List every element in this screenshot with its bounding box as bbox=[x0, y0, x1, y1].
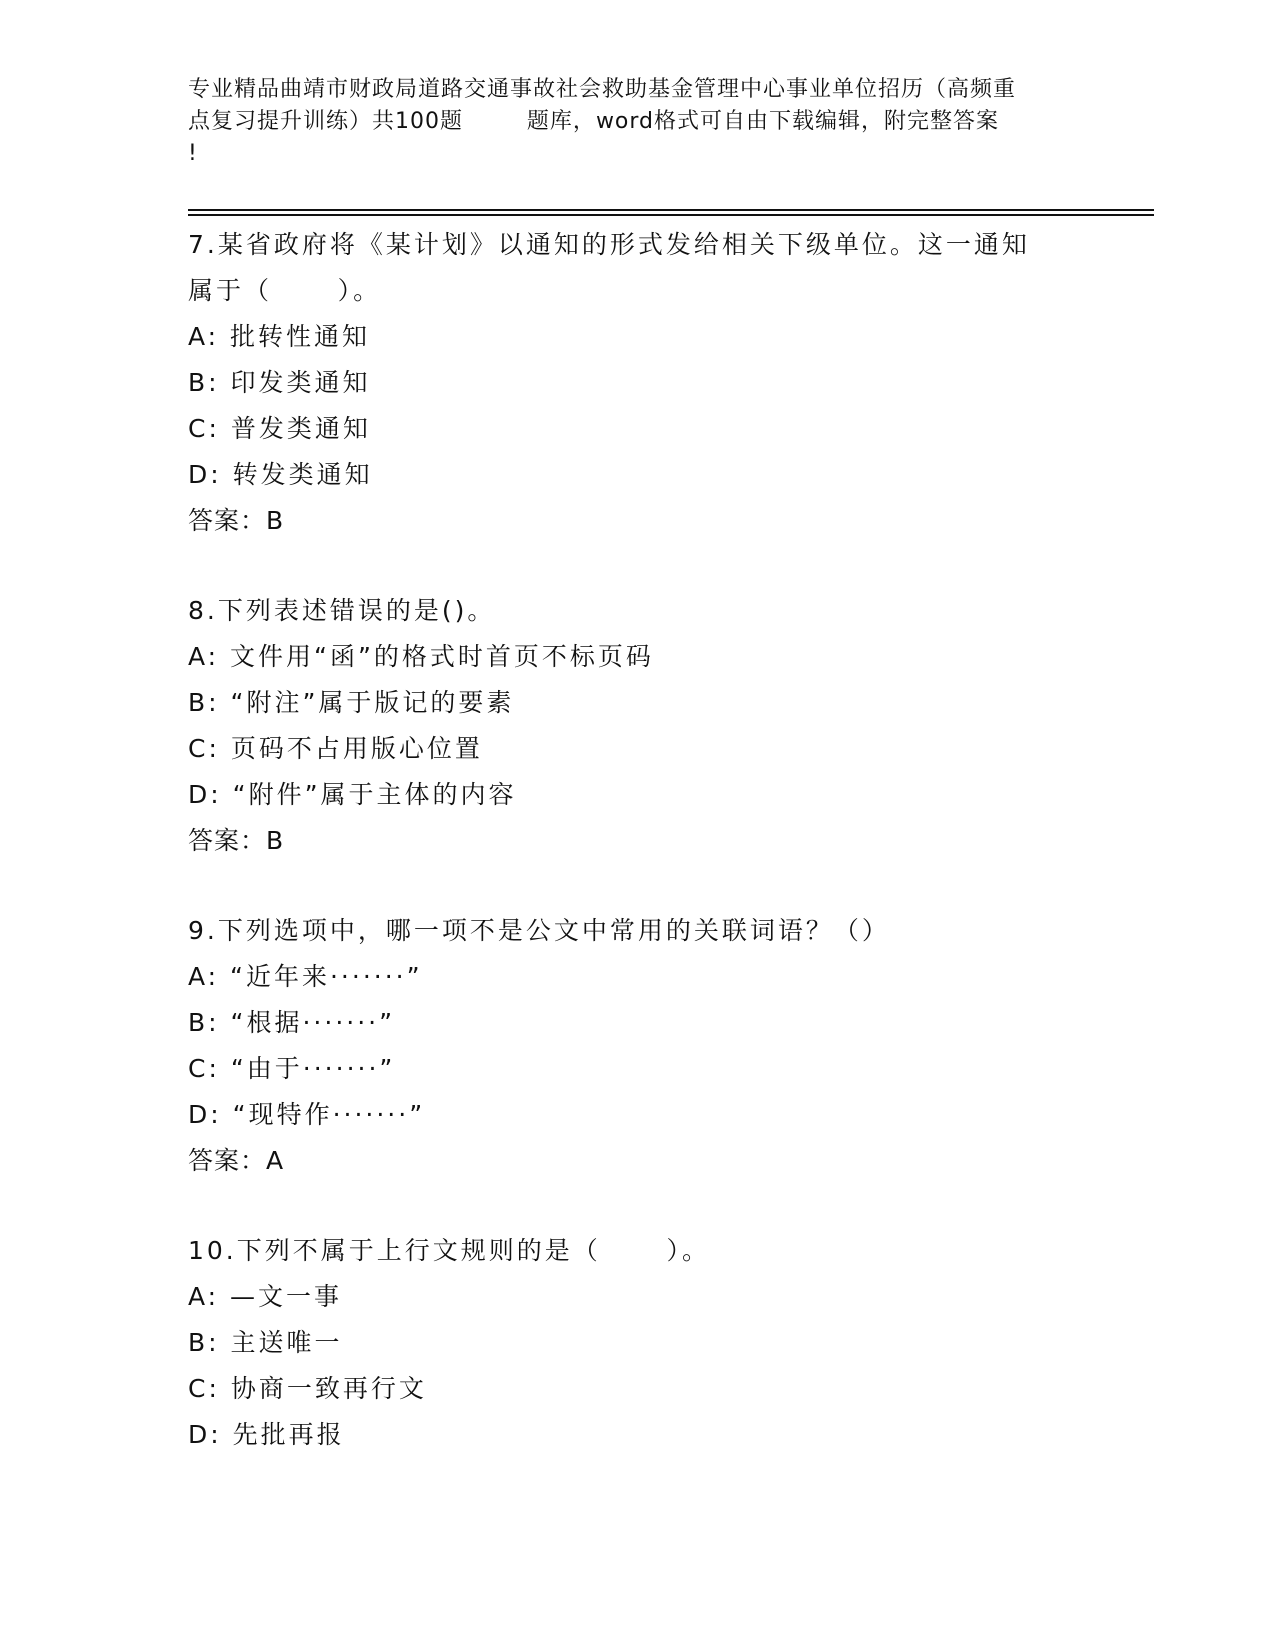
question-gap bbox=[188, 1184, 1088, 1228]
header-line-3: ! bbox=[188, 141, 198, 166]
option-b: B: 主送唯一 bbox=[188, 1328, 343, 1357]
option-b: B: 印发类通知 bbox=[188, 368, 371, 397]
answer: 答案：B bbox=[188, 506, 285, 535]
question-text: 8.下列表述错误的是()。 bbox=[188, 596, 496, 625]
option-a: A: 文件用“函”的格式时首页不标页码 bbox=[188, 642, 654, 671]
option-a: A: “近年来·······” bbox=[188, 962, 423, 991]
answer: 答案：A bbox=[188, 1146, 285, 1175]
question-text: 9.下列选项中，哪一项不是公文中常用的关联词语？（） bbox=[188, 916, 890, 945]
option-d: D: “现特作·······” bbox=[188, 1100, 426, 1129]
question-9 bbox=[188, 908, 1088, 1184]
question-8 bbox=[188, 588, 1088, 864]
document-header bbox=[188, 74, 1088, 170]
option-b: B: “根据·······” bbox=[188, 1008, 396, 1037]
option-a: A: 批转性通知 bbox=[188, 322, 371, 351]
question-10 bbox=[188, 1228, 1088, 1458]
option-d: D: 转发类通知 bbox=[188, 460, 373, 489]
option-c: C: 普发类通知 bbox=[188, 414, 371, 443]
option-c: C: 协商一致再行文 bbox=[188, 1374, 427, 1403]
answer: 答案：B bbox=[188, 826, 285, 855]
header-line-2: 点复习提升训练）共100题 题库，word格式可自由下载编辑，附完整答案 bbox=[188, 109, 1000, 134]
header-divider-top bbox=[188, 209, 1154, 211]
question-text: 7.某省政府将《某计划》以通知的形式发给相关下级单位。这一通知 bbox=[188, 230, 1030, 259]
question-list bbox=[188, 222, 1088, 1458]
header-divider-bottom bbox=[188, 214, 1154, 216]
header-line-1: 专业精品曲靖市财政局道路交通事故社会救助基金管理中心事业单位招历（高频重 bbox=[188, 77, 1017, 102]
option-b: B: “附注”属于版记的要素 bbox=[188, 688, 515, 717]
option-d: D: “附件”属于主体的内容 bbox=[188, 780, 517, 809]
question-gap bbox=[188, 544, 1088, 588]
option-c: C: 页码不占用版心位置 bbox=[188, 734, 483, 763]
question-gap bbox=[188, 864, 1088, 908]
option-a: A: —文一事 bbox=[188, 1282, 343, 1311]
question-7 bbox=[188, 222, 1088, 544]
option-d: D: 先批再报 bbox=[188, 1420, 345, 1449]
option-c: C: “由于·······” bbox=[188, 1054, 396, 1083]
question-text: 10.下列不属于上行文规则的是（ ）。 bbox=[188, 1236, 710, 1265]
question-text-continued: 属于（ ）。 bbox=[188, 276, 382, 305]
